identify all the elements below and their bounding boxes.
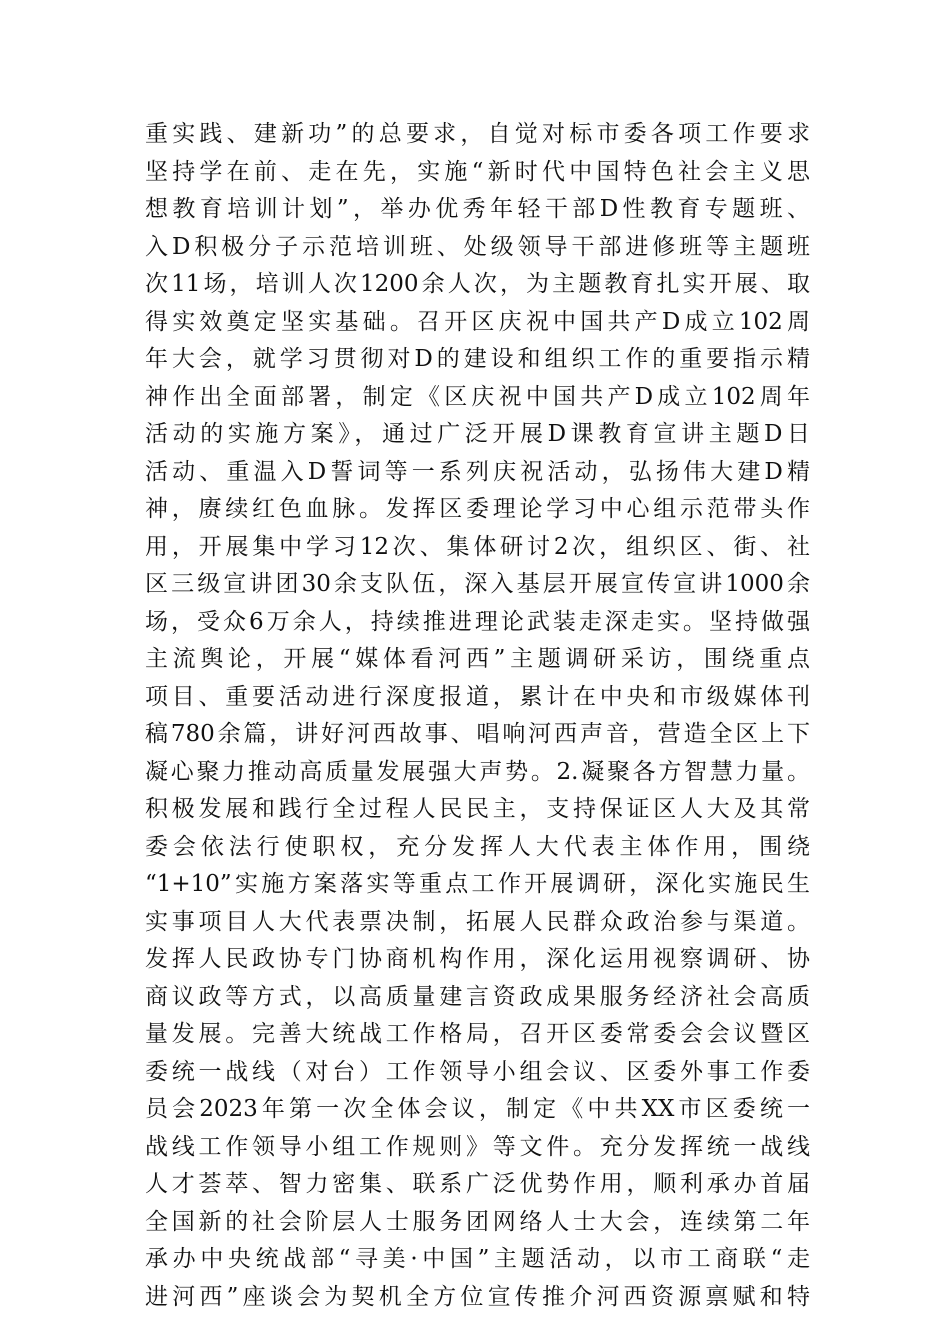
text-line: 稿780余篇，讲好河西故事、唱响河西声音，营造全区上下 (145, 721, 810, 747)
text-line: 战线工作领导小组工作规则》等文件。充分发挥统一战线 (145, 1133, 810, 1160)
body-paragraph (145, 116, 810, 1316)
text-line: 区三级宣讲团30余支队伍，深入基层开展宣传宣讲1000余 (145, 571, 810, 597)
text-line: 神，赓续红色血脉。发挥区委理论学习中心组示范带头作 (145, 496, 810, 522)
text-line: 委会依法行使职权，充分发挥人大代表主体作用，围绕 (145, 833, 810, 860)
text-line: 员会2023年第一次全体会议，制定《中共XX市区委统一 (145, 1096, 810, 1122)
text-line: 年大会，就学习贯彻对D的建设和组织工作的重要指示精 (145, 346, 810, 372)
text-line: 主流舆论，开展“媒体看河西”主题调研采访，围绕重点 (145, 646, 810, 672)
text-line: 入D积极分子示范培训班、处级领导干部进修班等主题班 (145, 233, 810, 260)
text-line: 场，受众6万余人，持续推进理论武装走深走实。坚持做强 (145, 608, 810, 635)
text-line: 想教育培训计划”，举办优秀年轻干部D性教育专题班、 (145, 196, 810, 222)
text-line: 进河西”座谈会为契机全方位宣传推介河西资源禀赋和特 (145, 1283, 810, 1310)
text-line: 活动的实施方案》，通过广泛开展D课教育宣讲主题D日 (145, 421, 810, 447)
text-line: 承办中央统战部“寻美·中国”主题活动，以市工商联“走 (145, 1246, 810, 1272)
text-line: 商议政等方式，以高质量建言资政成果服务经济社会高质 (145, 983, 810, 1010)
text-line: 全国新的社会阶层人士服务团网络人士大会，连续第二年 (145, 1208, 810, 1235)
text-line: 活动、重温入D誓词等一系列庆祝活动，弘扬伟大建D精 (145, 458, 810, 485)
text-line: 用，开展集中学习12次、集体研讨2次，组织区、街、社 (145, 533, 810, 560)
text-line: 重实践、建新功”的总要求，自觉对标市委各项工作要求 (145, 121, 810, 147)
text-line: 发挥人民政协专门协商机构作用，深化运用视察调研、协 (145, 946, 810, 972)
text-line: 凝心聚力推动高质量发展强大声势。2.凝聚各方智慧力量。 (145, 758, 810, 785)
text-line: 项目、重要活动进行深度报道，累计在中央和市级媒体刊 (145, 683, 810, 710)
text-line: 实事项目人大代表票决制，拓展人民群众政治参与渠道。 (145, 908, 810, 935)
text-line: 积极发展和践行全过程人民民主，支持保证区人大及其常 (145, 796, 810, 822)
text-line: “1+10”实施方案落实等重点工作开展调研，深化实施民生 (145, 871, 810, 897)
text-line: 神作出全面部署，制定《区庆祝中国共产D成立102周年 (145, 383, 810, 410)
text-line: 人才荟萃、智力密集、联系广泛优势作用，顺利承办首届 (145, 1171, 810, 1197)
text-line: 得实效奠定坚实基础。召开区庆祝中国共产D成立102周 (145, 308, 810, 335)
text-line: 量发展。完善大统战工作格局，召开区委常委会会议暨区 (145, 1021, 810, 1047)
text-line: 坚持学在前、走在先，实施“新时代中国特色社会主义思 (145, 158, 810, 185)
text-line: 次11场，培训人次1200余人次，为主题教育扎实开展、取 (145, 271, 810, 297)
text-line: 委统一战线（对台）工作领导小组会议、区委外事工作委 (145, 1058, 810, 1085)
